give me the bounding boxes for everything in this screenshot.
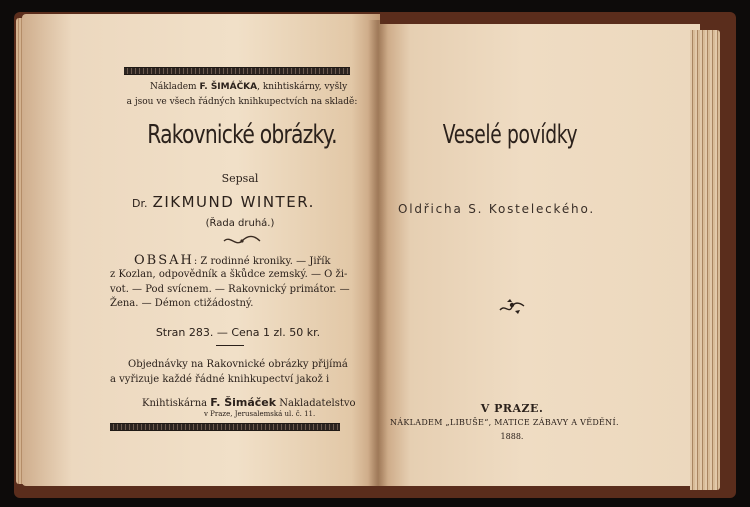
- author-line: [132, 192, 315, 211]
- publisher-line-1-post: , knihtiskárny, vyšly: [257, 82, 348, 92]
- top-decorative-rule: [124, 67, 350, 75]
- city: V PRAZE.: [480, 402, 544, 415]
- right-page-edges: [690, 30, 720, 490]
- series-label: (Řada druhá.): [205, 218, 275, 229]
- publisher-name: F. ŠIMÁČKA: [199, 82, 258, 92]
- book-gutter: [368, 20, 388, 486]
- publisher-line-2: a jsou ve všech řádných knihkupectvích na skladě:: [126, 97, 358, 107]
- contents-line-1: [134, 253, 331, 268]
- publisher-line-1-pre: Nákladem: [150, 82, 197, 92]
- book-main-title: Veselé povídky: [442, 120, 578, 150]
- vine-flourish-icon: [222, 235, 262, 247]
- author-name: ZIKMUND WINTER.: [152, 193, 315, 211]
- contents-line-3: vot. — Pod svícnem. — Rakovnický primátor. —: [110, 284, 350, 295]
- bottom-decorative-rule: [110, 423, 340, 431]
- printer-post: Nakladatelstvo: [279, 398, 356, 409]
- short-divider: [216, 345, 244, 346]
- publisher-line-1: [150, 82, 347, 92]
- price-line: Stran 283. — Cena 1 zl. 50 kr.: [155, 326, 321, 339]
- author-prefix: Dr.: [132, 197, 148, 210]
- contents-label: OBSAH: [134, 253, 194, 268]
- printer-pre: Knihtiskárna: [142, 398, 208, 409]
- printer-name: F. Šimáček: [210, 396, 277, 409]
- contents-line-4: Žena. — Démon ctižádostný.: [110, 298, 254, 309]
- printer-address: v Praze, Jerusalemská ul. č. 11.: [204, 410, 316, 418]
- contents-line-2: z Kozlan, odpovědník a škůdce zemský. — O ži-: [110, 269, 348, 280]
- byline: Oldřicha S. Kosteleckého.: [398, 202, 596, 216]
- orders-line-2: a vyřizuje každé řádné knihkupectví jakož i: [110, 374, 330, 385]
- floral-vignette-icon: [497, 296, 527, 318]
- imprint: NÁKLADEM „LIBUŠE“, MATICE ZÁBAVY A VĚDĚNÍ.: [390, 418, 619, 427]
- written-by: Sepsal: [221, 172, 259, 185]
- year: 1888.: [500, 432, 524, 441]
- orders-line-1: Objednávky na Rakovnické obrázky přijímá: [128, 359, 348, 370]
- right-page: [378, 24, 700, 486]
- contents-text-1: : Z rodinné kroniky. — Jiřík: [193, 256, 331, 267]
- printer-line: [142, 396, 356, 409]
- book-title: Rakovnické obrázky.: [147, 120, 337, 150]
